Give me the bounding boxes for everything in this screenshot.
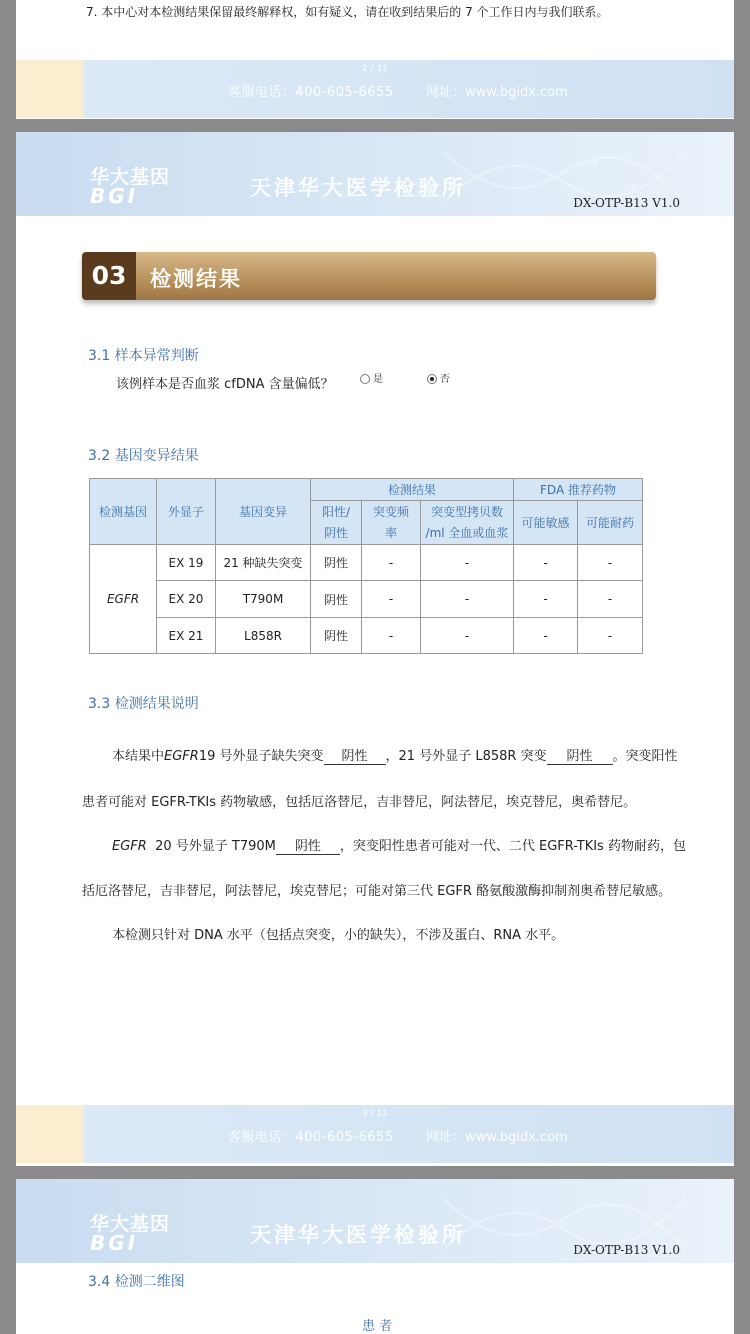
col-group-result: 检测结果 — [311, 479, 514, 501]
bgi-logo-cn: 华大基因 — [90, 166, 171, 188]
result-paragraph-1-line-2: 患者可能对 EGFR-TKIs 药物敏感，包括厄洛替尼，吉非替尼，阿法替尼，埃克替尼，奥希替尼。 — [82, 795, 637, 810]
sens-cell: - — [514, 581, 578, 618]
result-paragraph-2: EGFR 20 号外显子 T790M 阴性 ，突变阳性患者可能对一代、二代 EGFR-TKIs 药物耐药，包 — [112, 835, 686, 855]
copies-cell: - — [421, 581, 514, 618]
variant-cell: 21 种缺失突变 — [216, 545, 311, 581]
website: 网址：www.bgidx.com — [426, 85, 568, 100]
variant-cell: T790M — [216, 581, 311, 618]
result-paragraph-1: 本结果中EGFR19 号外显子缺失突变 阴性 ，21 号外显子 L858R 突变 阴性 。突变阳性 — [112, 745, 678, 765]
radio-no-checked-icon[interactable] — [427, 374, 437, 384]
service-phone: 客服电话：400-605-6655 — [228, 1130, 394, 1145]
col-resistant: 可能耐药 — [578, 501, 643, 545]
result-value: 阴性 — [324, 745, 386, 765]
result-cell: 阴性 — [311, 581, 362, 618]
section-title: 检测结果 — [150, 267, 242, 291]
page-number: 2 / 11 — [362, 64, 388, 74]
exon-cell: EX 20 — [157, 581, 216, 618]
copies-cell: - — [421, 545, 514, 581]
heading-3-1: 3.1 样本异常判断 — [88, 348, 199, 364]
result-value: 阴性 — [547, 745, 613, 765]
col-group-fda: FDA 推荐药物 — [514, 479, 643, 501]
col-sensitive: 可能敏感 — [514, 501, 578, 545]
bgi-logo-en: BGI — [90, 1231, 139, 1255]
page-number: 3 / 11 — [362, 1109, 388, 1119]
cfdna-question: 该例样本是否血浆 cfDNA 含量偏低？ — [116, 377, 334, 392]
table-row — [90, 581, 643, 618]
resist-cell: - — [578, 618, 643, 654]
col-gene: 检测基因 — [90, 479, 157, 545]
report-note: 7. 本中心对本检测结果保留最终解释权，如有疑义，请在收到结果后的 7 个工作日内与我们联系。 — [86, 5, 609, 19]
sens-cell: - — [514, 618, 578, 654]
bgi-logo-en: BGI — [90, 184, 139, 208]
heading-3-4: 3.4 检测二维图 — [88, 1274, 185, 1290]
gene-cell: EGFR — [90, 545, 157, 654]
option-yes[interactable]: 是 — [360, 370, 383, 386]
result-cell: 阴性 — [311, 618, 362, 654]
table-row — [90, 618, 643, 654]
website: 网址：www.bgidx.com — [426, 1130, 568, 1145]
page-footer — [16, 60, 734, 118]
result-cell: 阴性 — [311, 545, 362, 581]
service-phone: 客服电话：400-605-6655 — [228, 85, 394, 100]
variant-cell: L858R — [216, 618, 311, 654]
copies-cell: - — [421, 618, 514, 654]
page-3 — [16, 132, 734, 1166]
page-footer — [16, 1105, 734, 1163]
heading-3-3: 3.3 检测结果说明 — [88, 696, 199, 712]
col-variant: 基因变异 — [216, 479, 311, 545]
section-number: 03 — [82, 252, 136, 300]
exon-cell: EX 19 — [157, 545, 216, 581]
col-pos-neg: 阳性/ 阴性 — [311, 501, 362, 545]
section-banner — [82, 252, 656, 300]
bgi-logo-cn: 华大基因 — [90, 1213, 171, 1235]
freq-cell: - — [362, 545, 421, 581]
doc-code: DX-OTP-B13 V1.0 — [573, 1243, 680, 1257]
result-paragraph-2-line-2: 括厄洛替尼，吉非替尼，阿法替尼，埃克替尼；可能对第三代 EGFR 酪氨酸激酶抑制剂奥希替尼敏感。 — [82, 884, 672, 899]
institute-name: 天津华大医学检验所 — [250, 1223, 466, 1247]
col-freq: 突变频 率 — [362, 501, 421, 545]
gene-variant-table — [89, 478, 643, 654]
exon-cell: EX 21 — [157, 618, 216, 654]
col-copies: 突变型拷贝数 /ml 全血或血浆 — [421, 501, 514, 545]
resist-cell: - — [578, 545, 643, 581]
resist-cell: - — [578, 581, 643, 618]
doc-code: DX-OTP-B13 V1.0 — [573, 196, 680, 210]
option-no[interactable]: 否 — [427, 370, 450, 386]
result-value: 阴性 — [276, 835, 340, 855]
page-2-tail — [16, 0, 734, 119]
radio-yes-icon[interactable] — [360, 374, 370, 384]
table-row — [90, 545, 643, 581]
freq-cell: - — [362, 581, 421, 618]
col-exon: 外显子 — [157, 479, 216, 545]
heading-3-2: 3.2 基因变异结果 — [88, 448, 199, 464]
patient-label: 患 者 — [362, 1319, 393, 1334]
page-4-head — [16, 1179, 734, 1334]
freq-cell: - — [362, 618, 421, 654]
institute-name: 天津华大医学检验所 — [250, 176, 466, 200]
sens-cell: - — [514, 545, 578, 581]
result-paragraph-3: 本检测只针对 DNA 水平（包括点突变，小的缺失），不涉及蛋白、RNA 水平。 — [112, 928, 565, 943]
